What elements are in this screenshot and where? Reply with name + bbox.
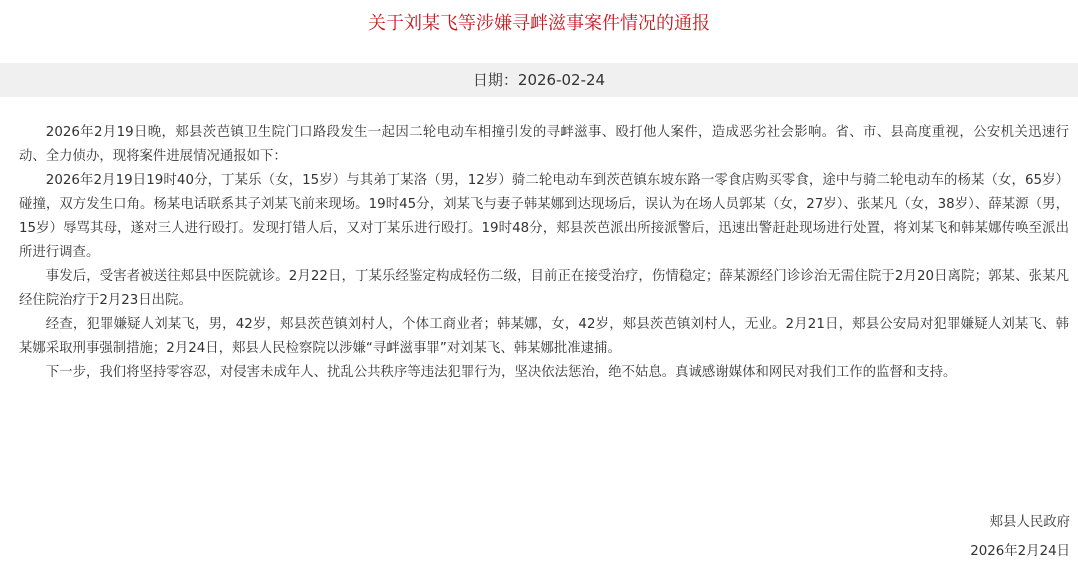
paragraph-injuries: 事发后，受害者被送往郏县中医院就诊。2月22日，丁某乐经鉴定构成轻伤二级，目前正在接受治疗，伤情稳定；薛某源经门诊诊治无需住院于2月20日离院；郭某、张某凡经住院治疗于2月23日出院。 — [19, 269, 1069, 308]
paragraph-investigation: 经查，犯罪嫌疑人刘某飞，男，42岁，郏县茨芭镇刘村人，个体工商业者；韩某娜，女，42岁，郏县茨芭镇刘村人，无业。2月21日，郏县公安局对犯罪嫌疑人刘某飞、韩某娜采取刑事强制措施；2月24日，郏县人民检察院以涉嫌“寻衅滋事罪”对刘某飞、韩某娜批准逮捕。 — [19, 317, 1069, 356]
date-bar — [0, 63, 1078, 97]
signature-date: 2026年2月24日 — [970, 544, 1070, 559]
signature-organization: 郏县人民政府 — [989, 515, 1070, 530]
notice-title: 关于刘某飞等涉嫌寻衅滋事案件情况的通报 — [368, 13, 710, 34]
paragraph-incident: 2026年2月19日19时40分，丁某乐（女，15岁）与其弟丁某洛（男，12岁）骑二轮电动车到茨芭镇东坡东路一零食店购买零食，途中与骑二轮电动车的杨某（女，65岁）碰撞，双方发生口角。杨某电话联系其子刘某飞前来现场。19时45分，刘某飞与妻子韩某娜到达现场后，误认为在场人员郭某（女，27岁）、张某凡（女，38岁）、薛某源（男，15岁）辱骂其母，遂对三人进行殴打。发现打错人后，又对丁某乐进行殴打。19时48分，郏县茨芭派出所接派警后，迅速出警赶赴现场进行处置，将刘某飞和韩某娜传唤至派出所进行调查。 — [19, 173, 1069, 260]
paragraph-next-steps: 下一步，我们将坚持零容忍，对侵害未成年人、扰乱公共秩序等违法犯罪行为，坚决依法惩治，绝不姑息。真诚感谢媒体和网民对我们工作的监督和支持。 — [45, 365, 957, 380]
publish-date: 日期：2026-02-24 — [472, 71, 606, 89]
paragraph-intro: 2026年2月19日晚，郏县茨芭镇卫生院门口路段发生一起因二轮电动车相撞引发的寻衅滋事、殴打他人案件，造成恶劣社会影响。省、市、县高度重视，公安机关迅速行动、全力侦办，现将案件进展情况通报如下： — [19, 125, 1069, 164]
notice-body — [19, 121, 1069, 385]
